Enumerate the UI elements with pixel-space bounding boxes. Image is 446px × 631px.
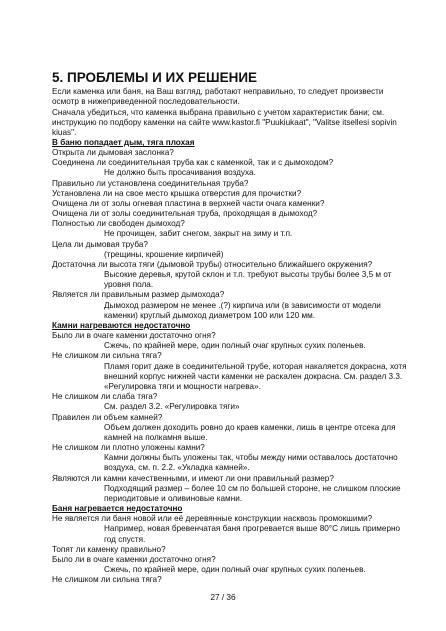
question-line: инструкцию по подбору каменки на сайте www.kastor.fi "Puukiukaat", "Valitse itsellesi sopivin xyxy=(52,118,397,127)
answer-line: Не прочищен, забит снегом, закрыт на зиму и т.п. xyxy=(104,229,293,238)
answer-line: Подходящий размер – более 10 см по большей стороне, не слишком плоские xyxy=(104,484,401,493)
page-number: 27 / 36 xyxy=(210,593,236,602)
answer-line: уровня пола. xyxy=(104,280,154,289)
answer-line: внешний корпус нижней части каменки не раскален докрасна. См. раздел 3.3. xyxy=(104,372,403,381)
answer-line: Не должно быть просачивания воздуха. xyxy=(104,168,256,177)
answer-line: Высокие деревья, крутой склон и т.п. требуют высоты трубы более 3,5 м от xyxy=(104,270,392,279)
question-line: Правильно ли установлена соединительная труба? xyxy=(52,179,249,188)
answer-line: (трещины, крошение кирпичей) xyxy=(104,250,224,259)
question-line: Установлена ли на свое место крышка отверстия для прочистки? xyxy=(52,189,302,198)
answer-line: «Регулировка тяги и мощности нагрева». xyxy=(104,382,261,391)
answer-line: Например, новая бревенчатая баня прогревается выше 80°C лишь примерно xyxy=(104,524,401,533)
answer-line: См. раздел 3.2. «Регулировка тяги» xyxy=(104,402,240,411)
answer-line: Пламя горит даже в соединительной трубе, которая накаляется докрасна, хотя xyxy=(104,362,407,371)
answer-line: год спустя. xyxy=(104,535,146,544)
question-line: Является ли правильным размер дымохода? xyxy=(52,290,225,299)
question-line: Очищена ли от золы огневая пластина в верхней части очага каменки? xyxy=(52,199,325,208)
question-line: Не слишком ли плотно уложены камни? xyxy=(52,443,205,452)
question-line: Не слишком ли слаба тяга? xyxy=(52,392,158,401)
answer-line: Сжечь, по крайней мере, один полный очаг крупных сухих поленьев. xyxy=(104,565,366,574)
question-line: Очищена ли от золы соединительная труба, проходящая в дымоход? xyxy=(52,209,318,218)
answer-line: каменки) круглый дымоход диаметром 100 или 120 мм. xyxy=(104,311,315,320)
subsection-heading: Баня нагревается недостаточно xyxy=(52,504,183,513)
question-line: Если каменка или баня, на Ваш взгляд, работают неправильно, то следует произвести xyxy=(52,87,384,96)
question-line: Не слишком ли сильна тяга? xyxy=(52,351,162,360)
answer-line: Камни должны быть уложены так, чтобы между ними оставалось достаточно xyxy=(104,453,398,462)
question-line: Правилен ли объем камней? xyxy=(52,413,163,422)
question-line: Сначала убедиться, что каменка выбрана правильно с учетом характеристик бани; см. xyxy=(52,108,385,117)
question-line: Открыта ли дымовая заслонка? xyxy=(52,148,174,157)
answer-line: камней на полкамня выше. xyxy=(104,433,208,442)
question-line: Не является ли баня новой или её деревянные конструкции насквозь промокшими? xyxy=(52,514,373,523)
section-title: 5. ПРОБЛЕМЫ И ИХ РЕШЕНИЕ xyxy=(52,70,258,85)
question-line: Полностью ли свободен дымоход? xyxy=(52,219,185,228)
question-line: Было ли в очаге каменки достаточно огня? xyxy=(52,331,216,340)
answer-line: воздуха, см. п. 2.2. «Укладка камней». xyxy=(104,463,250,472)
answer-line: периодитовые и оливиновые камни. xyxy=(104,494,243,503)
question-line: Топят ли каменку правильно? xyxy=(52,545,166,554)
question-line: Соединена ли соединительная труба как с каменкой, так и с дымоходом? xyxy=(52,158,334,167)
subsection-heading: В баню попадает дым, тяга плохая xyxy=(52,138,195,147)
question-line: Цела ли дымовая труба? xyxy=(52,240,148,249)
question-line: kiuas". xyxy=(52,128,77,137)
question-line: Достаточна ли высота тяги (дымовой трубы) относительно ближайшего окружения? xyxy=(52,260,373,269)
question-line: Не слишком ли сильна тяга? xyxy=(52,575,162,584)
answer-line: Дымоход размером не менее .(?) кирпича или (в зависимости от модели xyxy=(104,301,381,310)
subsection-heading: Камни нагреваются недостаточно xyxy=(52,321,191,330)
answer-line: Сжечь, по крайней мере, один полный очаг крупных сухих поленьев. xyxy=(104,341,366,350)
answer-line: Объем должен доходить ровно до краев каменки, лишь в центре отсека для xyxy=(104,423,396,432)
question-line: Являются ли камни качественными, и имеют ли они правильный размер? xyxy=(52,474,334,483)
question-line: Было ли в очаге каменки достаточно огня? xyxy=(52,555,216,564)
question-line: осмотр в нижеприведенной последовательности. xyxy=(52,97,240,106)
